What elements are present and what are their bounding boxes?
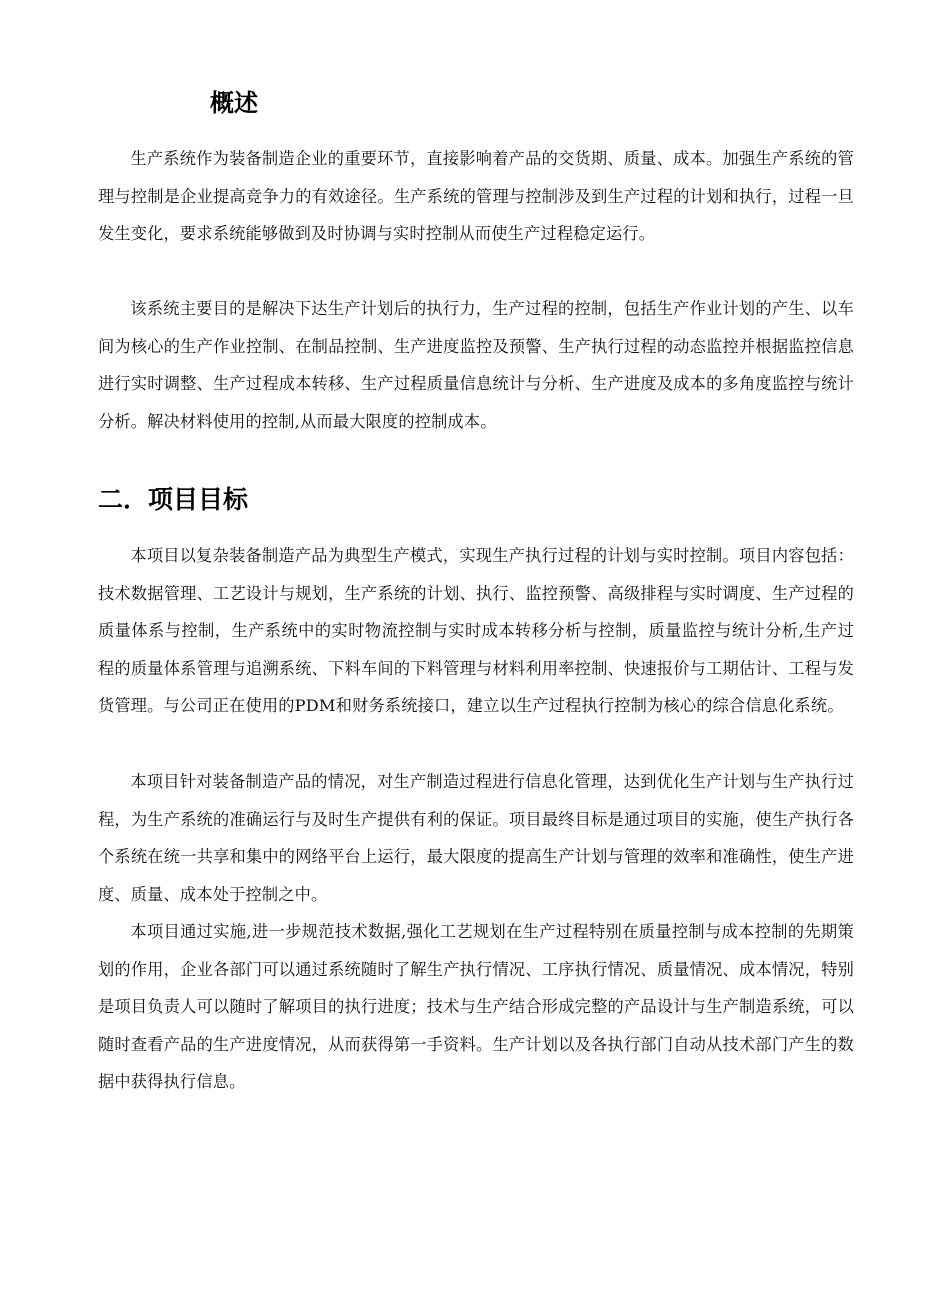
project-goals-paragraph-3: 本项目通过实施,进一步规范技术数据,强化工艺规划在生产过程特别在质量控制与成本控制的先期策划的作用，企业各部门可以通过系统随时了解生产执行情况、工序执行情况、质量情况、成本情况，特别是项目负责人可以随时了解项目的执行进度；技术与生产结合形成完整的产品设计与生产制造系统，可以随时查看产品的生产进度情况，从而获得第一手资料。生产计划以及各执行部门自动从技术部门产生的数据中获得执行信息。 — [98, 922, 854, 1092]
overview-paragraph-2: 该系统主要目的是解决下达生产计划后的执行力，生产过程的控制，包括生产作业计划的产生、以车间为核心的生产作业控制、在制品控制、生产进度监控及预警、生产执行过程的动态监控并根据监控信息进行实时调整、生产过程成本转移、生产过程质量信息统计与分析、生产进度及成本的多角度监控与统计分析。解决材料使用的控制,从而最大限度的控制成本。 — [98, 299, 854, 431]
project-goals-paragraph-2: 本项目针对装备制造产品的情况，对生产制造过程进行信息化管理，达到优化生产计划与生产执行过程，为生产系统的准确运行与及时生产提供有利的保证。项目最终目标是通过项目的实施，使生产执行各个系统在统一共享和集中的网络平台上运行，最大限度的提高生产计划与管理的效率和准确性，使生产进度、质量、成本处于控制之中。 — [98, 772, 854, 904]
overview-heading: 概述 — [210, 89, 258, 117]
project-goals-paragraph-1: 本项目以复杂装备制造产品为典型生产模式，实现生产执行过程的计划与实时控制。项目内容包括：技术数据管理、工艺设计与规划，生产系统的计划、执行、监控预警、高级排程与实时调度、生产过程的质量体系与控制，生产系统中的实时物流控制与实时成本转移分析与控制，质量监控与统计分析,生产过程的质量体系管理与追溯系统、下料车间的下料管理与材料利用率控制、快速报价与工期估计、工程与发货管理。与公司正在使用的PDM和财务系统接口，建立以生产过程执行控制为核心的综合信息化系统。 — [98, 546, 854, 716]
project-goals-heading: 二．项目目标 — [98, 485, 249, 514]
overview-paragraph-1: 生产系统作为装备制造企业的重要环节，直接影响着产品的交货期、质量、成本。加强生产系统的管理与控制是企业提高竞争力的有效途径。生产系统的管理与控制涉及到生产过程的计划和执行，过程一旦发生变化，要求系统能够做到及时协调与实时控制从而使生产过程稳定运行。 — [98, 149, 854, 244]
